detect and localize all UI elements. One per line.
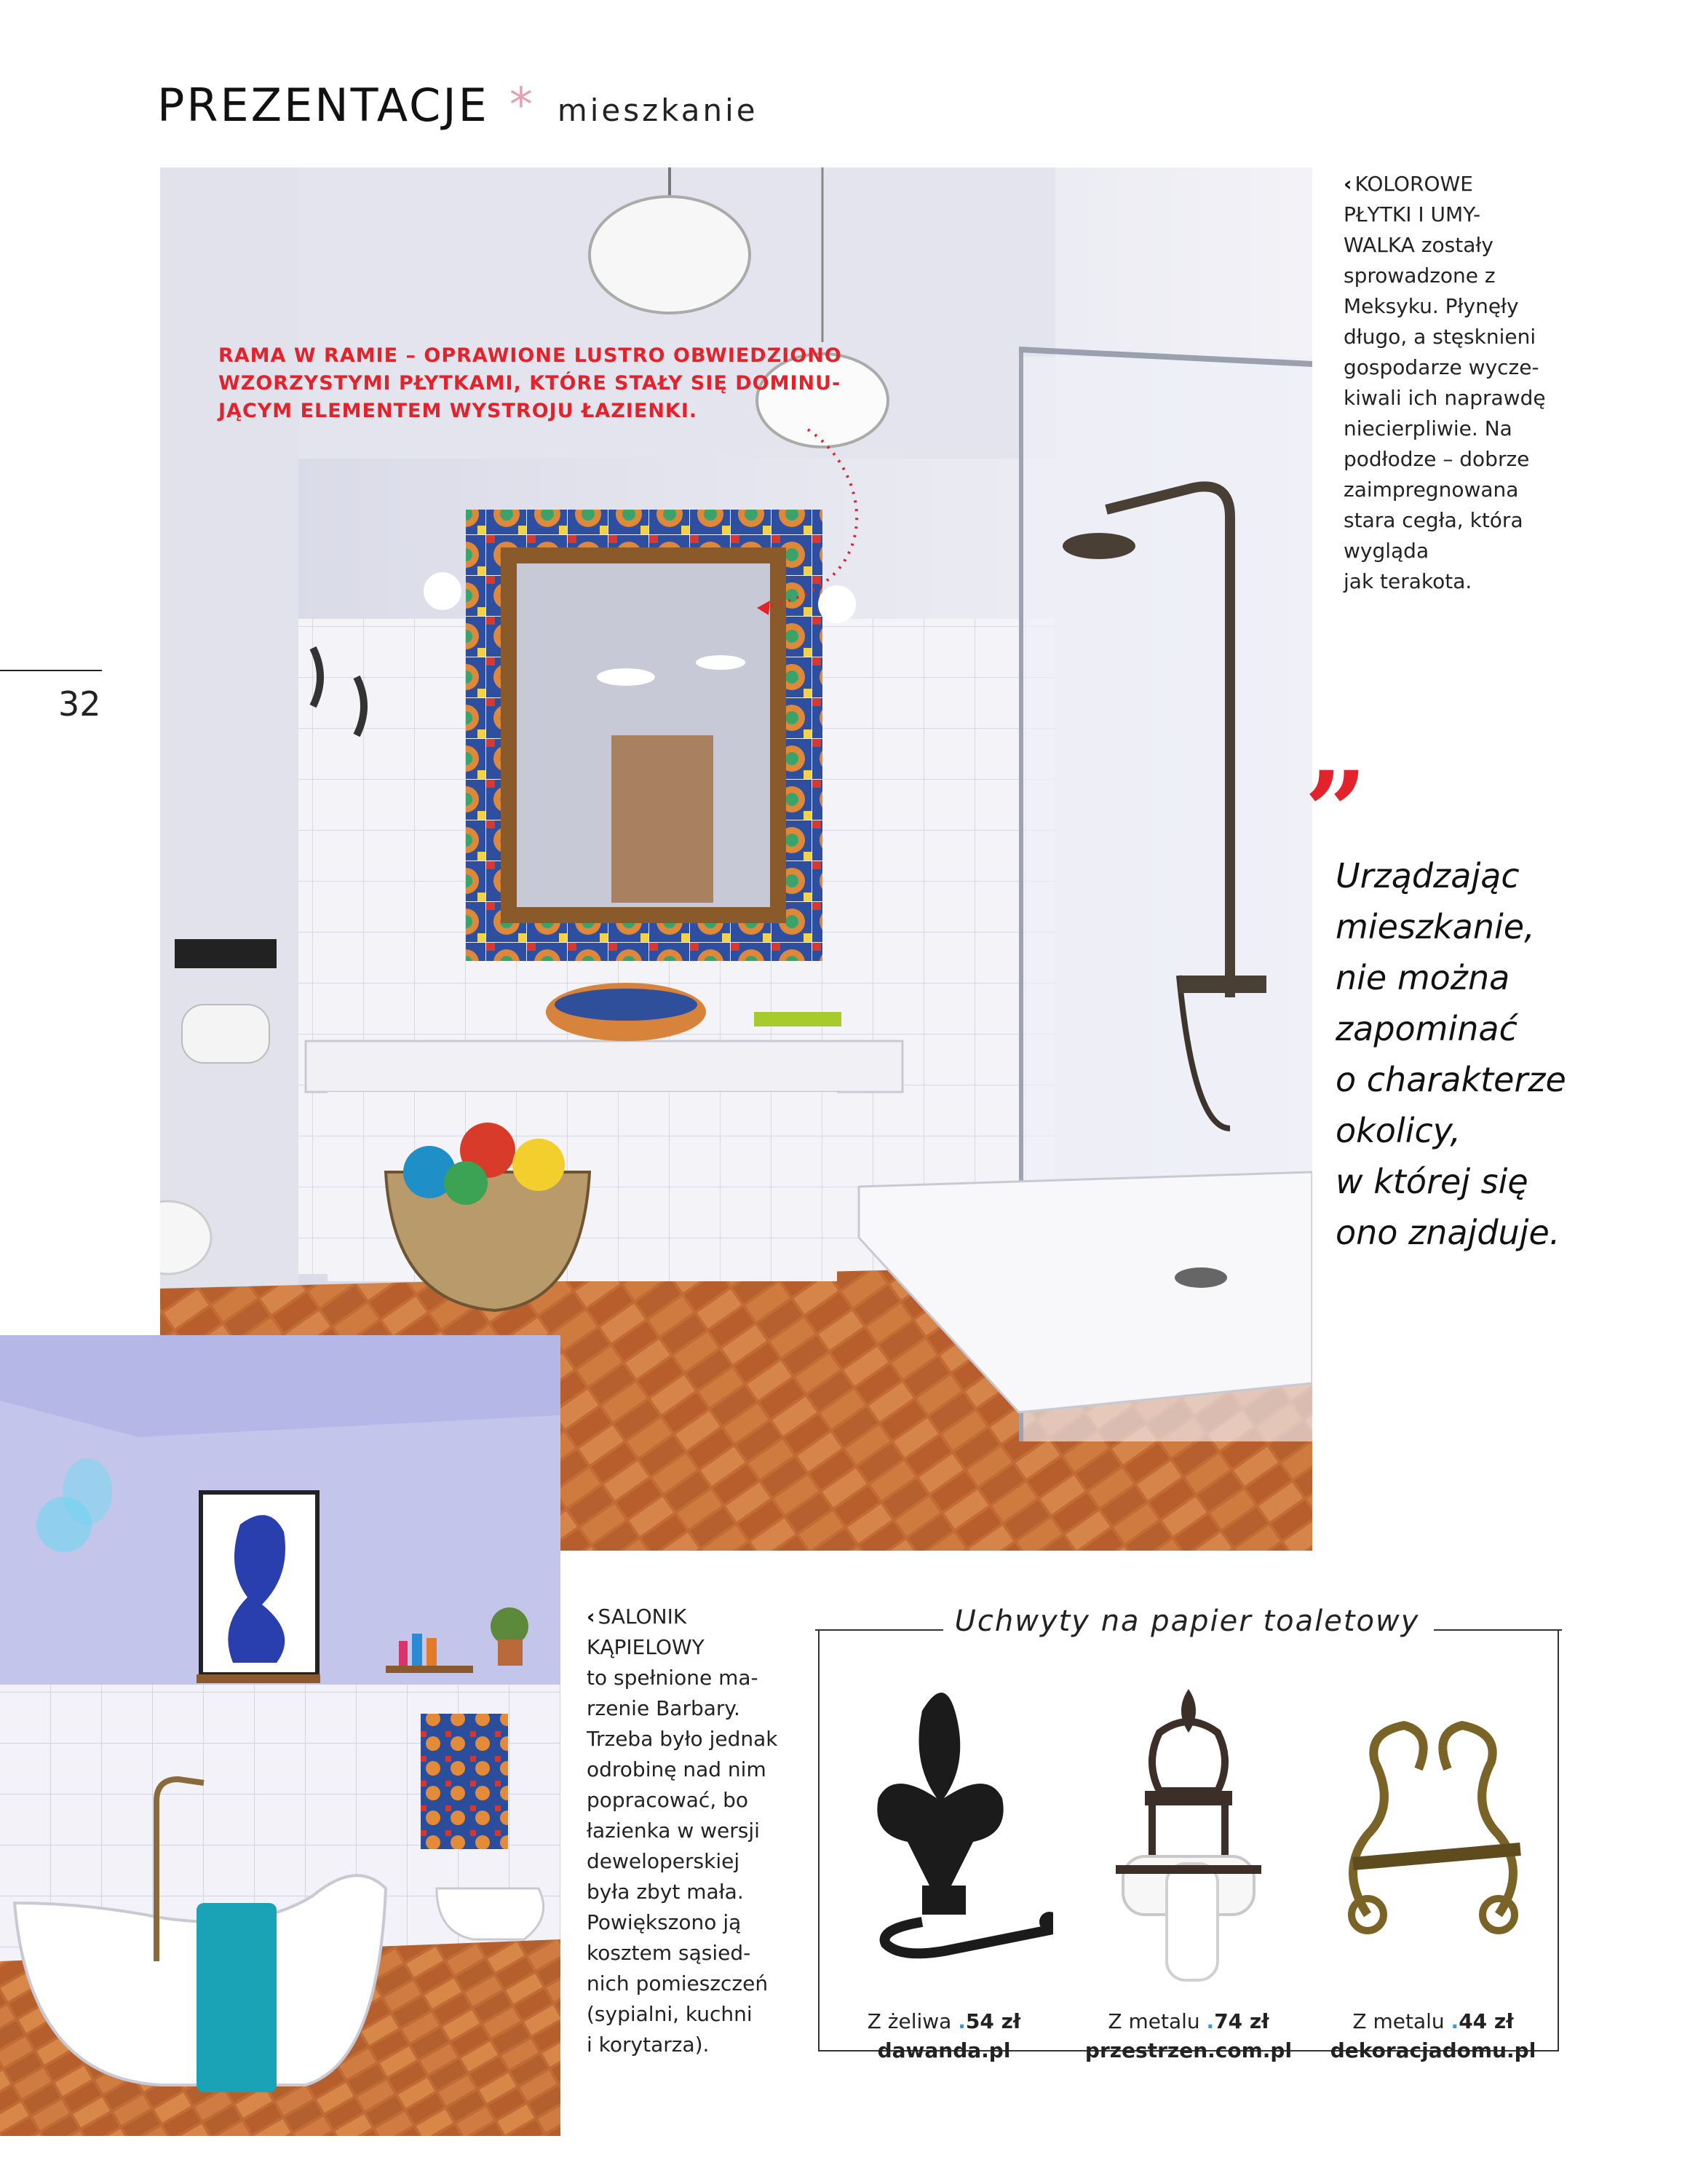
toilet-paper-holders-box — [818, 1605, 1559, 2062]
salon-caption-line: łazienka w wersji — [587, 1819, 760, 1843]
tiles-caption-line: kiwali ich naprawdę — [1344, 386, 1546, 410]
tiles-caption-line: stara cegła, która — [1344, 508, 1523, 532]
tiles-caption-line: długo, a stęsknieni — [1344, 325, 1536, 349]
page-number-marker — [0, 670, 102, 724]
page-number: 32 — [58, 684, 101, 724]
salon-caption-line: KĄPIELOWY — [587, 1635, 705, 1659]
salon-caption-line: rzenie Barbary. — [587, 1696, 740, 1720]
tiles-caption-line: Meksyku. Płynęły — [1344, 294, 1519, 318]
tiles-caption-lead: KOLOROWE — [1354, 172, 1473, 196]
tiles-caption-line: podłodze – dobrze — [1344, 447, 1530, 471]
salon-caption-line: (sypialni, kuchni — [587, 2002, 753, 2026]
salon-caption-lead: SALONIK — [598, 1605, 687, 1629]
pull-quote-line: okolicy, — [1336, 1111, 1461, 1150]
tiles-caption-line: niecierpliwie. Na — [1344, 416, 1512, 440]
product-material: Z metalu — [1352, 2009, 1445, 2033]
salon-caption-line: nich pomieszczeń — [587, 1971, 769, 1995]
salon-caption — [587, 1602, 798, 2060]
tiles-caption-line: wygląda — [1344, 539, 1429, 563]
price-dot: . — [1206, 2009, 1215, 2033]
product-description — [824, 2009, 1064, 2033]
tiles-caption-line: zaimpregnowana — [1344, 478, 1519, 502]
box-divider — [1434, 1629, 1562, 1631]
product-card[interactable] — [1313, 1674, 1553, 2062]
salon-caption-line: Trzeba było jednak — [587, 1727, 778, 1751]
salon-caption-line: odrobinę nad nim — [587, 1757, 766, 1781]
product-description — [1068, 2009, 1309, 2033]
pull-quote-line: nie można — [1336, 958, 1510, 997]
pull-quote-line: Urządzając — [1336, 856, 1520, 895]
pull-quote — [1336, 850, 1685, 1258]
tiles-caption-line: WALKA zostały — [1344, 233, 1493, 257]
brass-scroll-holder-icon — [1324, 1682, 1542, 1987]
mirror-caption-line: JĄCYM ELEMENTEM WYSTROJU ŁAZIENKI. — [218, 400, 698, 422]
chevron-left-icon: ‹ — [587, 1605, 595, 1629]
tiles-caption-line: sprowadzone z — [1344, 264, 1496, 288]
tiles-caption — [1344, 169, 1576, 597]
salon-caption-line: była zbyt mała. — [587, 1880, 744, 1904]
tiles-caption-line: jak terakota. — [1344, 569, 1472, 593]
pull-quote-line: o charakterze — [1336, 1060, 1566, 1099]
box-divider — [815, 1629, 943, 1631]
product-price — [1207, 2009, 1269, 2033]
product-price — [1451, 2009, 1514, 2033]
bath-salon-illustration — [0, 1335, 560, 2136]
tiles-caption-line: gospodarze wycze- — [1344, 355, 1539, 379]
salon-caption-line: to spełnione ma- — [587, 1666, 758, 1690]
salon-caption-line: kosztem sąsied- — [587, 1941, 751, 1965]
salon-caption-line: popracować, bo — [587, 1788, 749, 1812]
product-store[interactable]: dekoracjadomu.pl — [1330, 2038, 1536, 2062]
mirror-caption — [218, 342, 859, 425]
product-price-value: 74 zł — [1214, 2009, 1269, 2033]
pull-quote-line: mieszkanie, — [1336, 907, 1535, 946]
pull-quote-line: w której się — [1336, 1162, 1528, 1201]
salon-caption-line — [587, 1602, 798, 1632]
product-description — [1313, 2009, 1553, 2033]
product-store[interactable]: dawanda.pl — [877, 2038, 1011, 2062]
ornate-roll-holder-icon — [1079, 1682, 1298, 1987]
product-material: Z metalu — [1108, 2009, 1200, 2033]
pull-quote-line: ono znajduje. — [1336, 1213, 1560, 1252]
price-dot: . — [958, 2009, 966, 2033]
product-card[interactable] — [1068, 1674, 1309, 2062]
subsection-title: mieszkanie — [557, 92, 758, 128]
product-price-value: 44 zł — [1459, 2009, 1514, 2033]
section-title: PREZENTACJE — [157, 79, 489, 132]
product-material: Z żeliwa — [867, 2009, 952, 2033]
chevron-left-icon: ‹ — [1344, 172, 1352, 196]
bath-salon-photo — [0, 1335, 560, 2136]
price-dot: . — [1451, 2009, 1459, 2033]
product-card[interactable] — [824, 1674, 1064, 2062]
tiles-caption-line — [1344, 169, 1576, 199]
mirror-caption-line: WZORZYSTYMI PŁYTKAMI, KTÓRE STAŁY SIĘ DOMINU- — [218, 372, 841, 395]
product-store[interactable]: przestrzen.com.pl — [1084, 2038, 1293, 2062]
salon-caption-line: deweloperskiej — [587, 1849, 740, 1873]
tiles-caption-line: PŁYTKI I UMY- — [1344, 202, 1481, 226]
salon-caption-line: Powiększono ją — [587, 1910, 742, 1934]
page-header — [157, 79, 758, 137]
pull-quote-line: zapominać — [1336, 1009, 1518, 1048]
mirror-caption-line: RAMA W RAMIE – OPRAWIONE LUSTRO OBWIEDZIONO — [218, 344, 842, 367]
salon-caption-line: i korytarza). — [587, 2033, 710, 2057]
asterisk-icon: * — [509, 79, 533, 132]
product-price — [958, 2009, 1020, 2033]
quote-mark-icon: ” — [1304, 748, 1368, 876]
product-price-value: 54 zł — [965, 2009, 1021, 2033]
products-title: Uchwyty na papier toaletowy — [954, 1605, 1420, 1638]
fleur-de-lis-holder-icon — [835, 1682, 1053, 1987]
